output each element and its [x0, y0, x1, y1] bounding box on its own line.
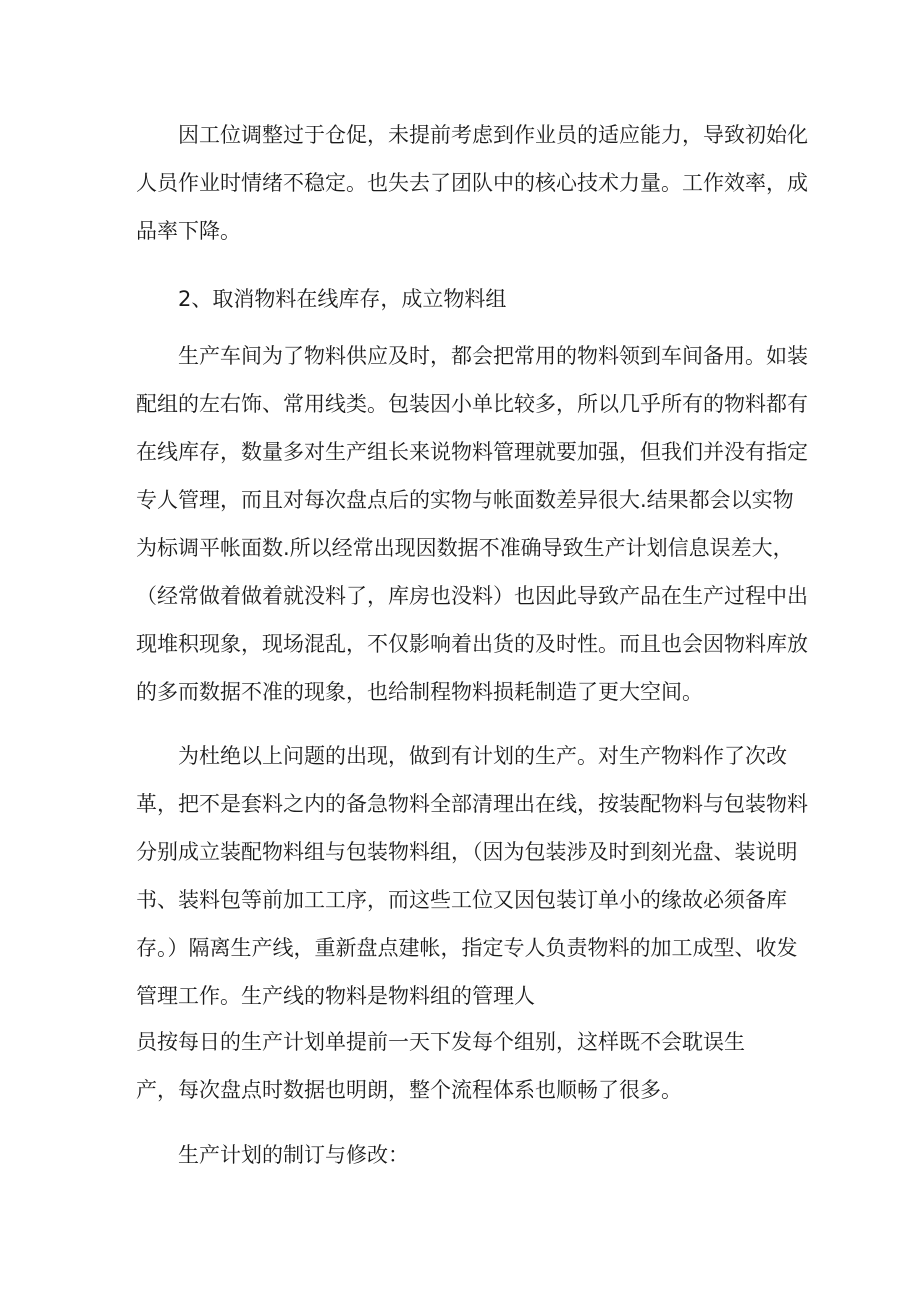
paragraph-3-line-8: 的多而数据不准的现象，也给制程物料损耗制造了更大空间。	[136, 680, 703, 704]
paragraph-4-line-7: 员按每日的生产计划单提前一天下发每个组别，这样既不会耽误生	[136, 1030, 745, 1054]
paragraph-4-line-2: 革，把不是套料之内的备急物料全部清理出在线，按装配物料与包装物料	[136, 792, 808, 816]
paragraph-1-line-1: 因工位调整过于仓促，未提前考虑到作业员的适应能力，导致初始化	[178, 123, 808, 147]
paragraph-4-line-1: 为杜绝以上问题的出现，做到有计划的生产。对生产物料作了次改	[178, 744, 787, 768]
paragraph-4-line-5: 存。）隔离生产线，重新盘点建帐，指定专人负责物料的加工成型、收发	[136, 936, 798, 960]
paragraph-3-line-6: （经常做着做着就没料了，库房也没料）也因此导致产品在生产过程中出	[136, 584, 808, 608]
paragraph-4-line-4: 书、装料包等前加工工序，而这些工位又因包装订单小的缘故必须备库	[136, 888, 787, 912]
paragraph-3-line-7: 现堆积现象，现场混乱，不仅影响着出货的及时性。而且也会因物料库放	[136, 632, 808, 656]
paragraph-4-line-6: 管理工作。生产线的物料是物料组的管理人	[136, 984, 535, 1008]
paragraph-1-line-3: 品率下降。	[136, 219, 241, 243]
paragraph-4-line-3: 分别成立装配物料组与包装物料组，（因为包装涉及时到刻光盘、装说明	[136, 840, 798, 864]
paragraph-4-line-8: 产，每次盘点时数据也明朗，整个流程体系也顺畅了很多。	[136, 1078, 682, 1102]
paragraph-1-line-2: 人员作业时情绪不稳定。也失去了团队中的核心技术力量。工作效率，成	[136, 171, 808, 195]
paragraph-3-line-3: 在线库存，数量多对生产组长来说物料管理就要加强，但我们并没有指定	[136, 440, 808, 464]
paragraph-3-line-5: 为标调平帐面数.所以经常出现因数据不准确导致生产计划信息误差大，	[136, 536, 794, 560]
section-heading: 2、取消物料在线库存，成立物料组	[178, 287, 507, 311]
paragraph-3-line-4: 专人管理，而且对每次盘点后的实物与帐面数差异很大.结果都会以实物	[136, 488, 794, 512]
paragraph-3-line-1: 生产车间为了物料供应及时，都会把常用的物料领到车间备用。如装	[178, 344, 808, 368]
paragraph-3-line-2: 配组的左右饰、常用线类。包装因小单比较多，所以几乎所有的物料都有	[136, 392, 808, 416]
paragraph-5-line-1: 生产计划的制订与修改：	[178, 1143, 409, 1167]
